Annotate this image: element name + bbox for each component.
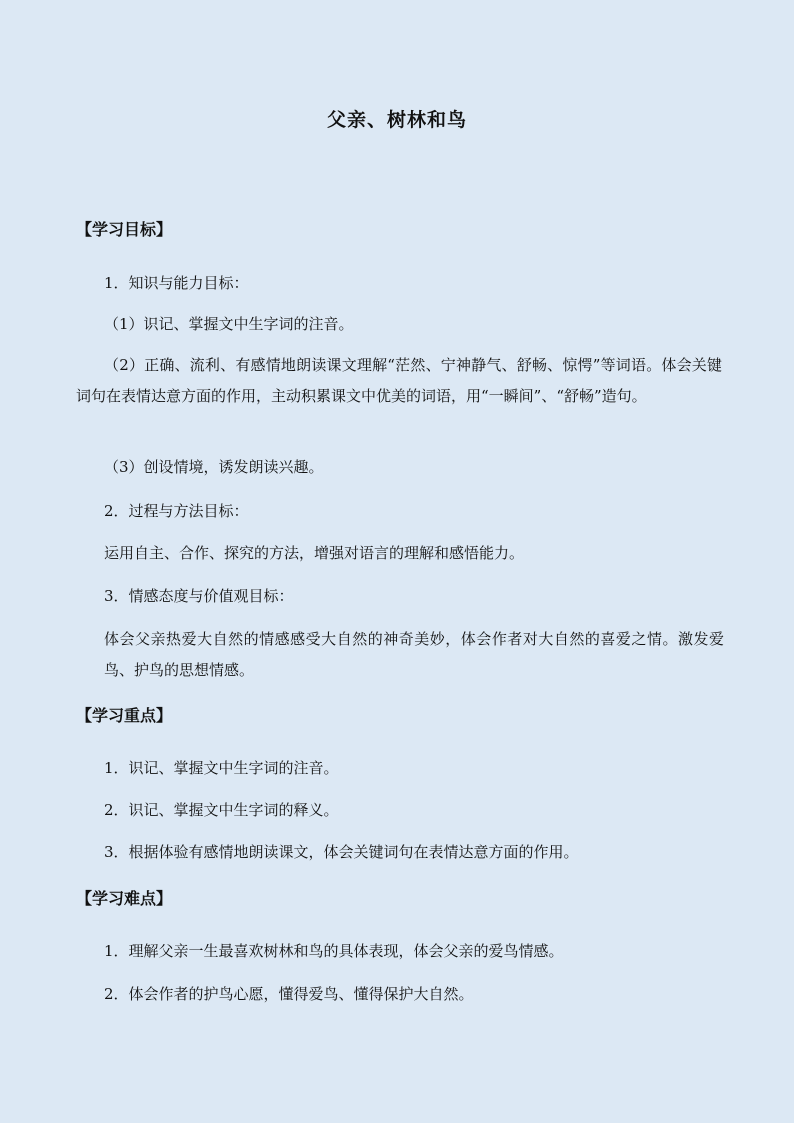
section-heading-objectives: 【学习目标】 bbox=[76, 220, 173, 239]
objective-item-3: 3．情感态度与价值观目标： bbox=[104, 587, 294, 605]
key-point-item-1: 1．识记、掌握文中生字词的注音。 bbox=[104, 759, 339, 777]
difficulty-item-1: 1．理解父亲一生最喜欢树林和鸟的具体表现，体会父亲的爱鸟情感。 bbox=[104, 942, 564, 960]
objective-item-3-body: 体会父亲热爱大自然的情感感受大自然的神奇美妙，体会作者对大自然的喜爱之情。激发爱鸟、护鸟的思想情感。 bbox=[104, 630, 724, 679]
objective-item-2-body: 运用自主、合作、探究的方法，增强对语言的理解和感悟能力。 bbox=[104, 544, 525, 562]
key-point-item-2: 2．识记、掌握文中生字词的释义。 bbox=[104, 801, 339, 819]
objective-item-1-2: （2）正确、流利、有感情地朗读课文理解“茫然、宁神静气、舒畅、惊愕”等词语。体会关键词句在表情达意方面的作用，主动积累课文中优美的词语，用“一瞬间”、“舒畅”造句。 bbox=[76, 356, 722, 405]
objective-item-1: 1．知识与能力目标： bbox=[104, 274, 249, 292]
objective-item-2: 2．过程与方法目标： bbox=[104, 502, 249, 520]
document-title: 父亲、树林和鸟 bbox=[326, 109, 467, 131]
objective-item-1-1: （1）识记、掌握文中生字词的注音。 bbox=[104, 315, 354, 333]
difficulty-item-2: 2．体会作者的护鸟心愿，懂得爱鸟、懂得保护大自然。 bbox=[104, 985, 474, 1003]
key-point-item-3: 3．根据体验有感情地朗读课文，体会关键词句在表情达意方面的作用。 bbox=[104, 843, 579, 861]
section-heading-difficulties: 【学习难点】 bbox=[76, 889, 173, 908]
section-heading-key-points: 【学习重点】 bbox=[76, 706, 173, 725]
objective-item-1-3: （3）创设情境，诱发朗读兴趣。 bbox=[104, 458, 324, 476]
